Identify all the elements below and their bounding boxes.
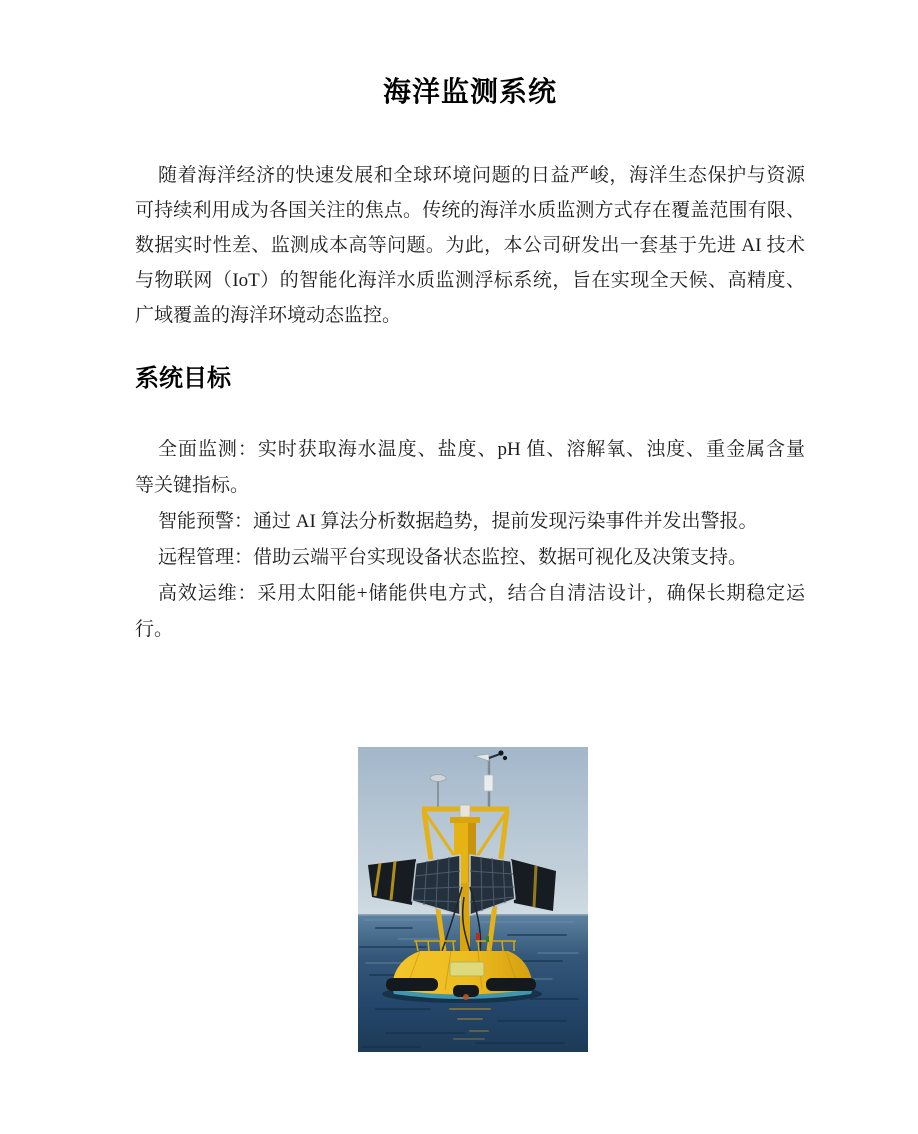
intro-paragraph [135, 158, 805, 333]
intro-line-5: 广域覆盖的海洋环境动态监控。 [135, 305, 402, 326]
goal-line-3: 智能预警：通过 AI 算法分析数据趋势，提前发现污染事件并发出警报。 [158, 511, 758, 532]
green-tag [486, 936, 489, 942]
intro-line-4: 与物联网（IoT）的智能化海洋水质监测浮标系统，旨在实现全天候、高精度、 [135, 270, 805, 291]
goals-paragraph [135, 432, 805, 648]
buoy-photo-graphic [358, 747, 588, 1052]
goal-line-6: 行。 [135, 619, 174, 640]
float-marker [463, 994, 469, 1000]
goal-line-1: 全面监测：实时获取海水温度、盐度、pH 值、溶解氧、浊度、重金属含量 [158, 439, 805, 460]
page-title: 海洋监测系统 [382, 76, 557, 107]
section-heading: 系统目标 [135, 365, 231, 392]
intro-line-2: 可持续利用成为各国关注的焦点。传统的海洋水质监测方式存在覆盖范围有限、 [135, 200, 805, 221]
goal-line-2: 等关键指标。 [135, 475, 250, 496]
goal-line-5: 高效运维：采用太阳能+储能供电方式，结合自清洁设计，确保长期稳定运 [158, 583, 805, 604]
red-tag [476, 933, 480, 940]
hull-label-plate [450, 962, 484, 976]
right-bumper [486, 978, 536, 991]
beacon-light [460, 805, 470, 817]
buoy-photo [358, 747, 588, 1052]
intro-line-3: 数据实时性差、监测成本高等问题。为此，本公司研发出一套基于先进 AI 技术 [135, 235, 805, 256]
left-bumper [386, 978, 438, 991]
goal-line-4: 远程管理：借助云端平台实现设备状态监控、数据可视化及决策支持。 [158, 547, 748, 568]
text-column [135, 0, 805, 648]
intro-line-1: 随着海洋经济的快速发展和全球环境问题的日益严峻，海洋生态保护与资源 [158, 165, 805, 186]
dome-sensor [430, 775, 446, 782]
sensor-box [484, 775, 493, 791]
